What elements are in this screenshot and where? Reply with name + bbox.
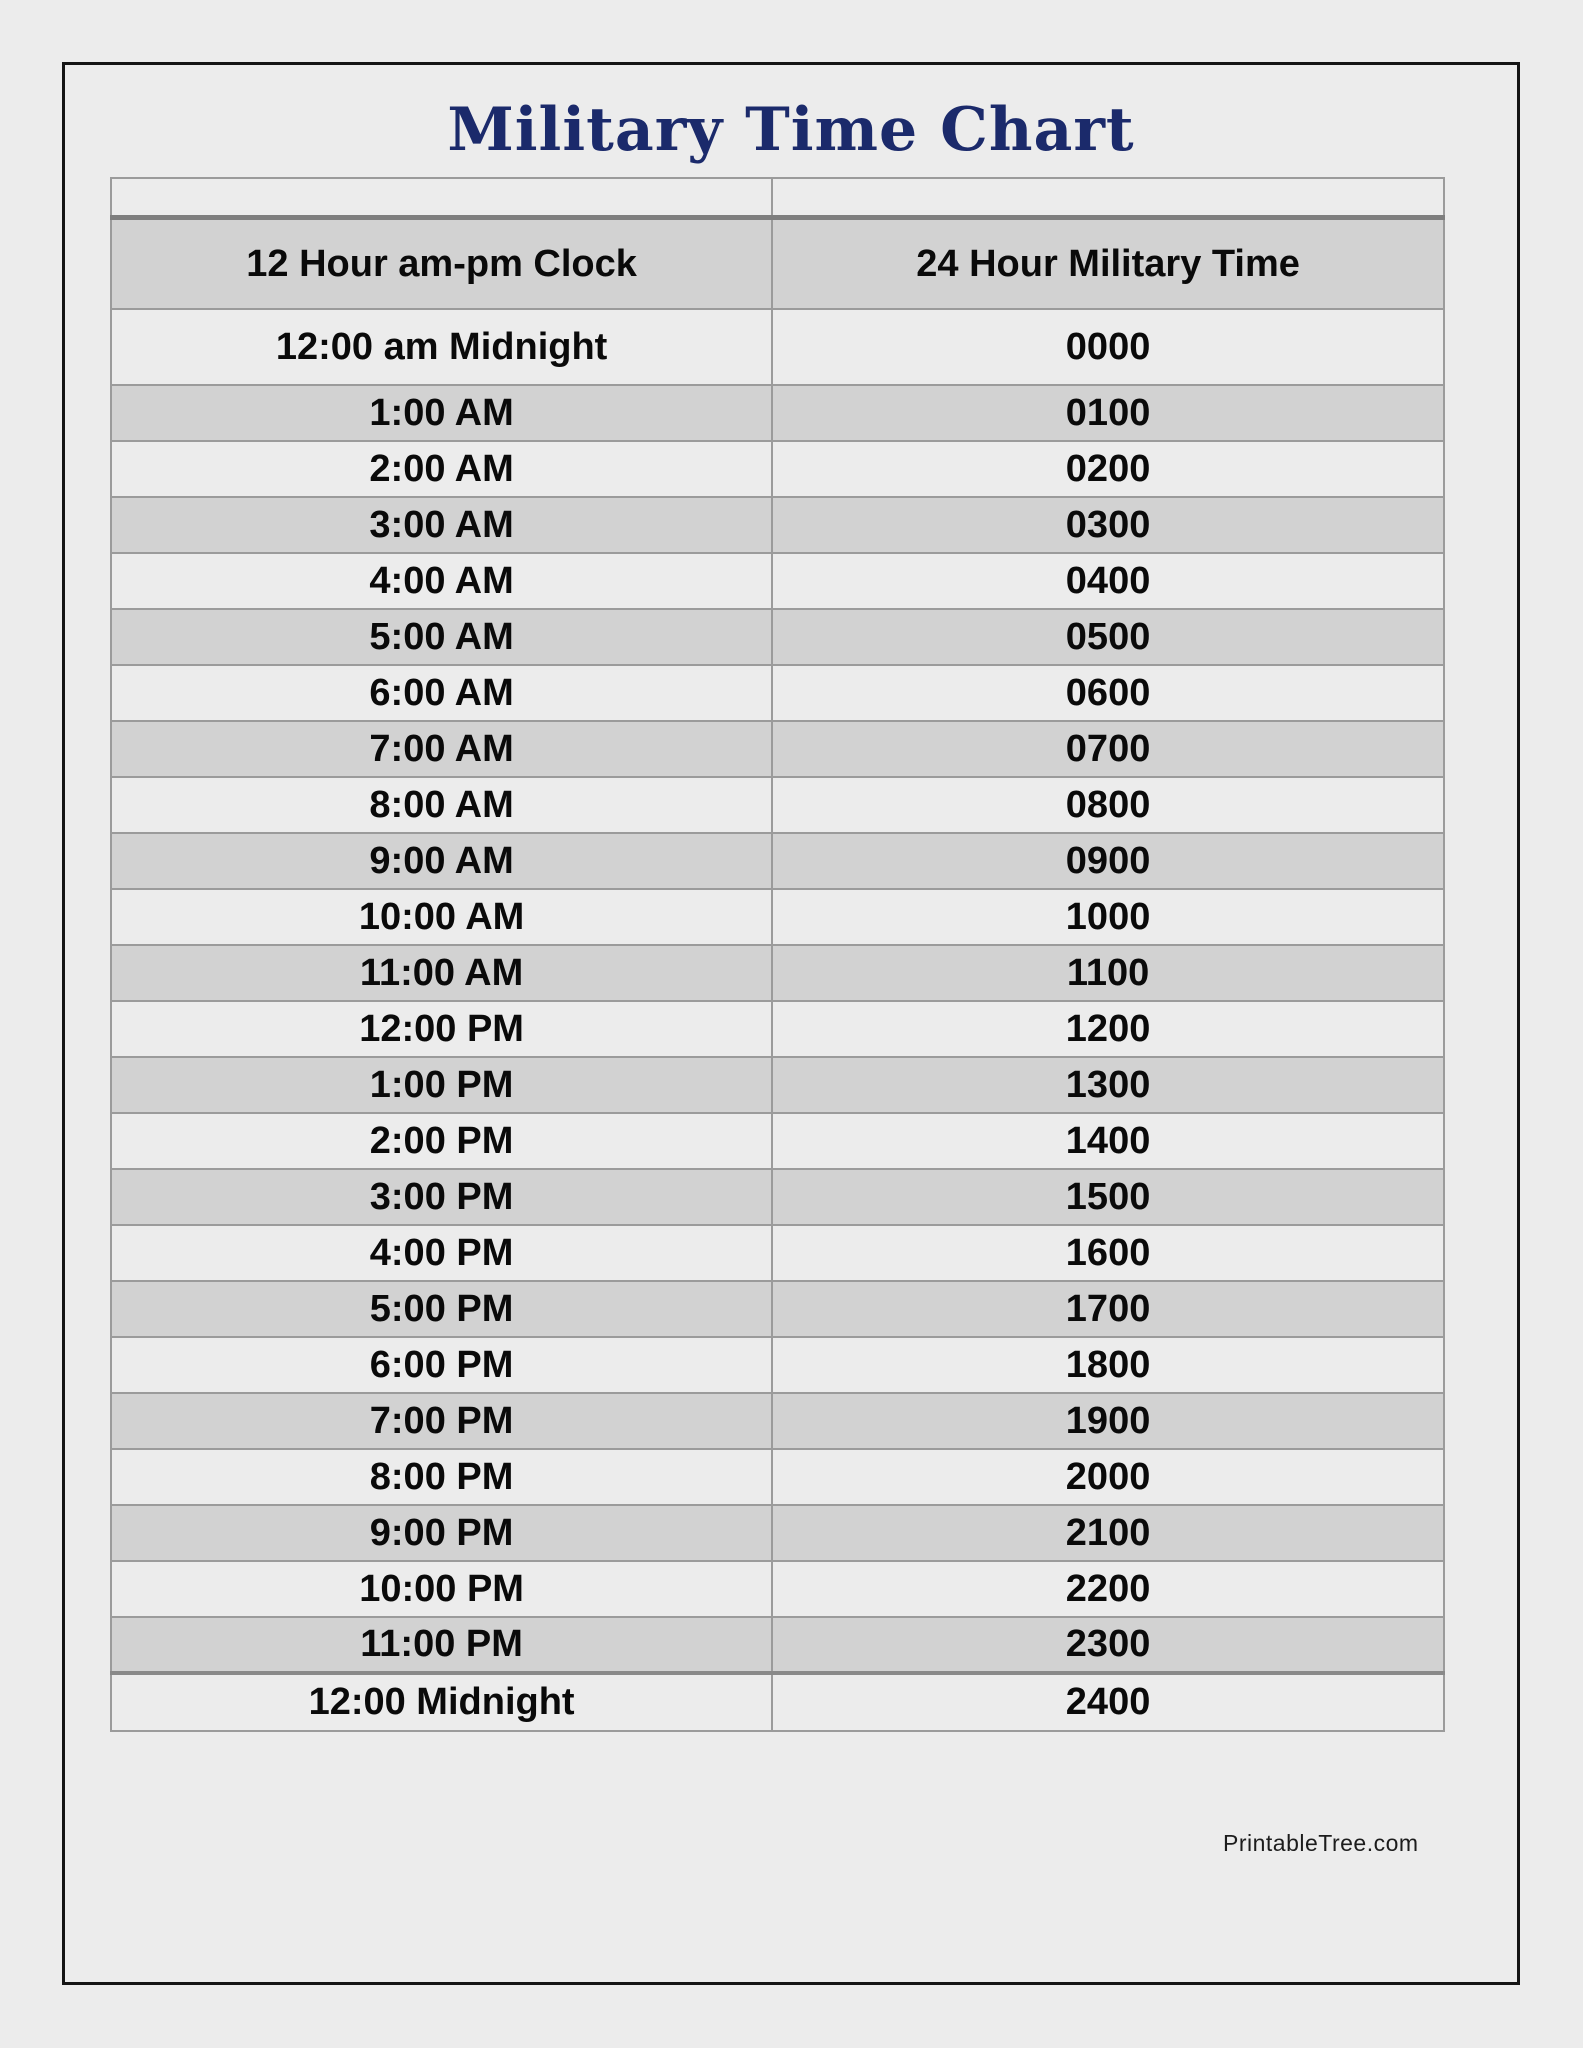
table-row (111, 553, 1444, 609)
military-time-cell: 0000 (772, 309, 1444, 385)
table-row (111, 1617, 1444, 1673)
military-time-cell: 1500 (772, 1169, 1444, 1225)
table-row (111, 721, 1444, 777)
military-time-cell: 0200 (772, 441, 1444, 497)
military-time-cell: 0800 (772, 777, 1444, 833)
table-row (111, 1113, 1444, 1169)
military-time-cell: 0700 (772, 721, 1444, 777)
spacer-cell (111, 178, 772, 218)
clock-12h-cell: 3:00 PM (111, 1169, 772, 1225)
table-row (111, 1225, 1444, 1281)
clock-12h-cell: 12:00 Midnight (111, 1673, 772, 1731)
page-title: Military Time Chart (447, 95, 1135, 165)
military-time-cell: 2400 (772, 1673, 1444, 1731)
table-row (111, 1449, 1444, 1505)
military-time-cell: 1800 (772, 1337, 1444, 1393)
clock-12h-cell: 8:00 PM (111, 1449, 772, 1505)
clock-12h-cell: 3:00 AM (111, 497, 772, 553)
military-time-cell: 1400 (772, 1113, 1444, 1169)
table-body (111, 309, 1444, 1731)
clock-12h-cell: 5:00 PM (111, 1281, 772, 1337)
table-row (111, 441, 1444, 497)
clock-12h-cell: 10:00 PM (111, 1561, 772, 1617)
clock-12h-cell: 10:00 AM (111, 889, 772, 945)
table-row (111, 1057, 1444, 1113)
table-header-row (111, 218, 1444, 310)
table-row (111, 385, 1444, 441)
military-time-cell: 1300 (772, 1057, 1444, 1113)
table-row (111, 945, 1444, 1001)
clock-12h-cell: 12:00 PM (111, 1001, 772, 1057)
header-12-hour-clock: 12 Hour am-pm Clock (111, 218, 772, 310)
site-credit: PrintableTree.com (1223, 1830, 1419, 1856)
clock-12h-cell: 11:00 PM (111, 1617, 772, 1673)
military-time-cell: 2200 (772, 1561, 1444, 1617)
clock-12h-cell: 12:00 am Midnight (111, 309, 772, 385)
spacer-cell (772, 178, 1444, 218)
clock-12h-cell: 1:00 AM (111, 385, 772, 441)
clock-12h-cell: 8:00 AM (111, 777, 772, 833)
spacer-row (111, 178, 1444, 218)
table-row (111, 1001, 1444, 1057)
military-time-table (110, 177, 1445, 1732)
military-time-cell: 2100 (772, 1505, 1444, 1561)
clock-12h-cell: 11:00 AM (111, 945, 772, 1001)
military-time-cell: 0600 (772, 665, 1444, 721)
table-row (111, 833, 1444, 889)
military-time-cell: 1200 (772, 1001, 1444, 1057)
military-time-cell: 1000 (772, 889, 1444, 945)
table-row (111, 1673, 1444, 1731)
table-row (111, 665, 1444, 721)
clock-12h-cell: 4:00 AM (111, 553, 772, 609)
clock-12h-cell: 5:00 AM (111, 609, 772, 665)
table-row (111, 1505, 1444, 1561)
table-row (111, 1169, 1444, 1225)
military-time-cell: 2300 (772, 1617, 1444, 1673)
military-time-cell: 0400 (772, 553, 1444, 609)
military-time-cell: 0100 (772, 385, 1444, 441)
table-row (111, 1337, 1444, 1393)
military-time-cell: 1700 (772, 1281, 1444, 1337)
clock-12h-cell: 2:00 PM (111, 1113, 772, 1169)
table-row (111, 889, 1444, 945)
header-24-hour-military-time: 24 Hour Military Time (772, 218, 1444, 310)
table-row (111, 497, 1444, 553)
military-time-cell: 1600 (772, 1225, 1444, 1281)
page-frame (62, 62, 1520, 1985)
table-row (111, 777, 1444, 833)
clock-12h-cell: 7:00 PM (111, 1393, 772, 1449)
table-row (111, 1393, 1444, 1449)
military-time-cell: 2000 (772, 1449, 1444, 1505)
military-time-cell: 0900 (772, 833, 1444, 889)
clock-12h-cell: 1:00 PM (111, 1057, 772, 1113)
military-time-cell: 1100 (772, 945, 1444, 1001)
table-row (111, 1281, 1444, 1337)
table-row (111, 1561, 1444, 1617)
clock-12h-cell: 2:00 AM (111, 441, 772, 497)
table-row (111, 309, 1444, 385)
military-time-cell: 1900 (772, 1393, 1444, 1449)
clock-12h-cell: 7:00 AM (111, 721, 772, 777)
clock-12h-cell: 9:00 PM (111, 1505, 772, 1561)
table-row (111, 609, 1444, 665)
clock-12h-cell: 6:00 PM (111, 1337, 772, 1393)
military-time-cell: 0500 (772, 609, 1444, 665)
clock-12h-cell: 9:00 AM (111, 833, 772, 889)
military-time-cell: 0300 (772, 497, 1444, 553)
clock-12h-cell: 4:00 PM (111, 1225, 772, 1281)
clock-12h-cell: 6:00 AM (111, 665, 772, 721)
